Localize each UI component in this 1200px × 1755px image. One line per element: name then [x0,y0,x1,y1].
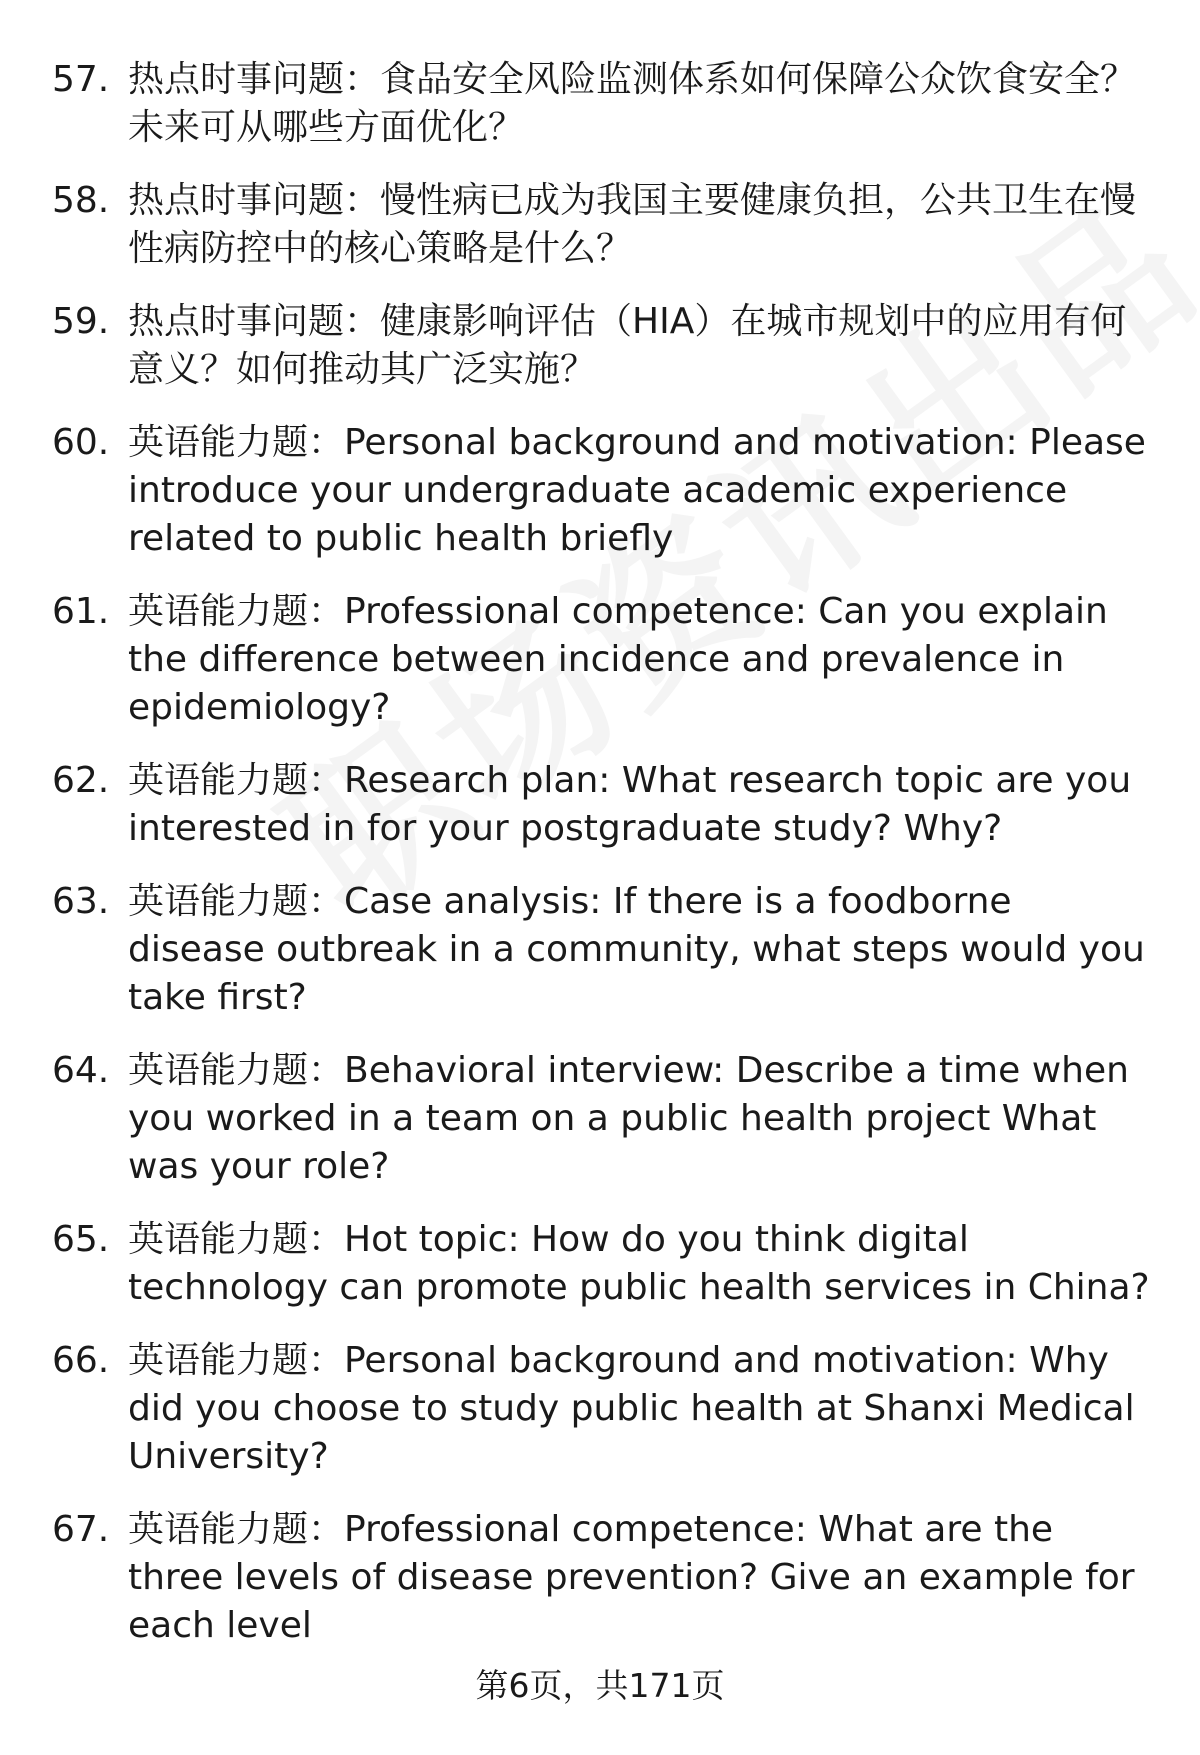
question-number: 61. [52,591,110,632]
question-text: 热点时事问题：食品安全风险监测体系如何保障公众饮食安全？未来可从哪些方面优化？ [128,59,1137,148]
list-item [0,1506,1200,1650]
list-item [0,1216,1200,1312]
question-number: 67. [52,1509,110,1550]
question-text: 英语能力题：Case analysis: If there is a foodborne disease outbreak in a community, what steps would you take first? [128,881,1145,1018]
question-text: 热点时事问题：健康影响评估（HIA）在城市规划中的应用有何意义？如何推动其广泛实施？ [128,301,1127,390]
question-text: 英语能力题：Professional competence: What are the three levels of disease prevention? Give an example for each level [128,1509,1135,1646]
question-text: 英语能力题：Behavioral interview: Describe a time when you worked in a team on a public health project What was your role? [128,1050,1129,1187]
list-item [0,1337,1200,1481]
list-item [0,878,1200,1022]
question-text: 英语能力题：Personal background and motivation: Please introduce your undergraduate academic experience related to public health briefly [128,422,1146,559]
question-text: 热点时事问题：慢性病已成为我国主要健康负担，公共卫生在慢性病防控中的核心策略是什么？ [128,180,1137,269]
question-number: 60. [52,422,110,463]
question-text: 英语能力题：Professional competence: Can you explain the difference between incidence and prevalence in epidemiology? [128,591,1108,728]
list-item [0,177,1200,273]
question-number: 66. [52,1340,110,1381]
list-item [0,757,1200,853]
list-item [0,298,1200,394]
page-indicator: 第6页，共171页 [475,1666,725,1705]
list-item [0,419,1200,563]
question-list [0,56,1200,1675]
page-footer [0,1664,1200,1708]
list-item [0,56,1200,152]
list-item [0,588,1200,732]
question-number: 65. [52,1219,110,1260]
question-number: 58. [52,180,110,221]
question-number: 57. [52,59,110,100]
question-number: 64. [52,1050,110,1091]
question-number: 63. [52,881,110,922]
question-number: 62. [52,760,110,801]
question-number: 59. [52,301,110,342]
question-text: 英语能力题：Research plan: What research topic are you interested in for your postgraduate study? Why? [128,760,1132,849]
question-text: 英语能力题：Hot topic: How do you think digital technology can promote public health services in China? [128,1219,1150,1308]
question-text: 英语能力题：Personal background and motivation: Why did you choose to study public health at Shanxi Medical University? [128,1340,1135,1477]
list-item [0,1047,1200,1191]
